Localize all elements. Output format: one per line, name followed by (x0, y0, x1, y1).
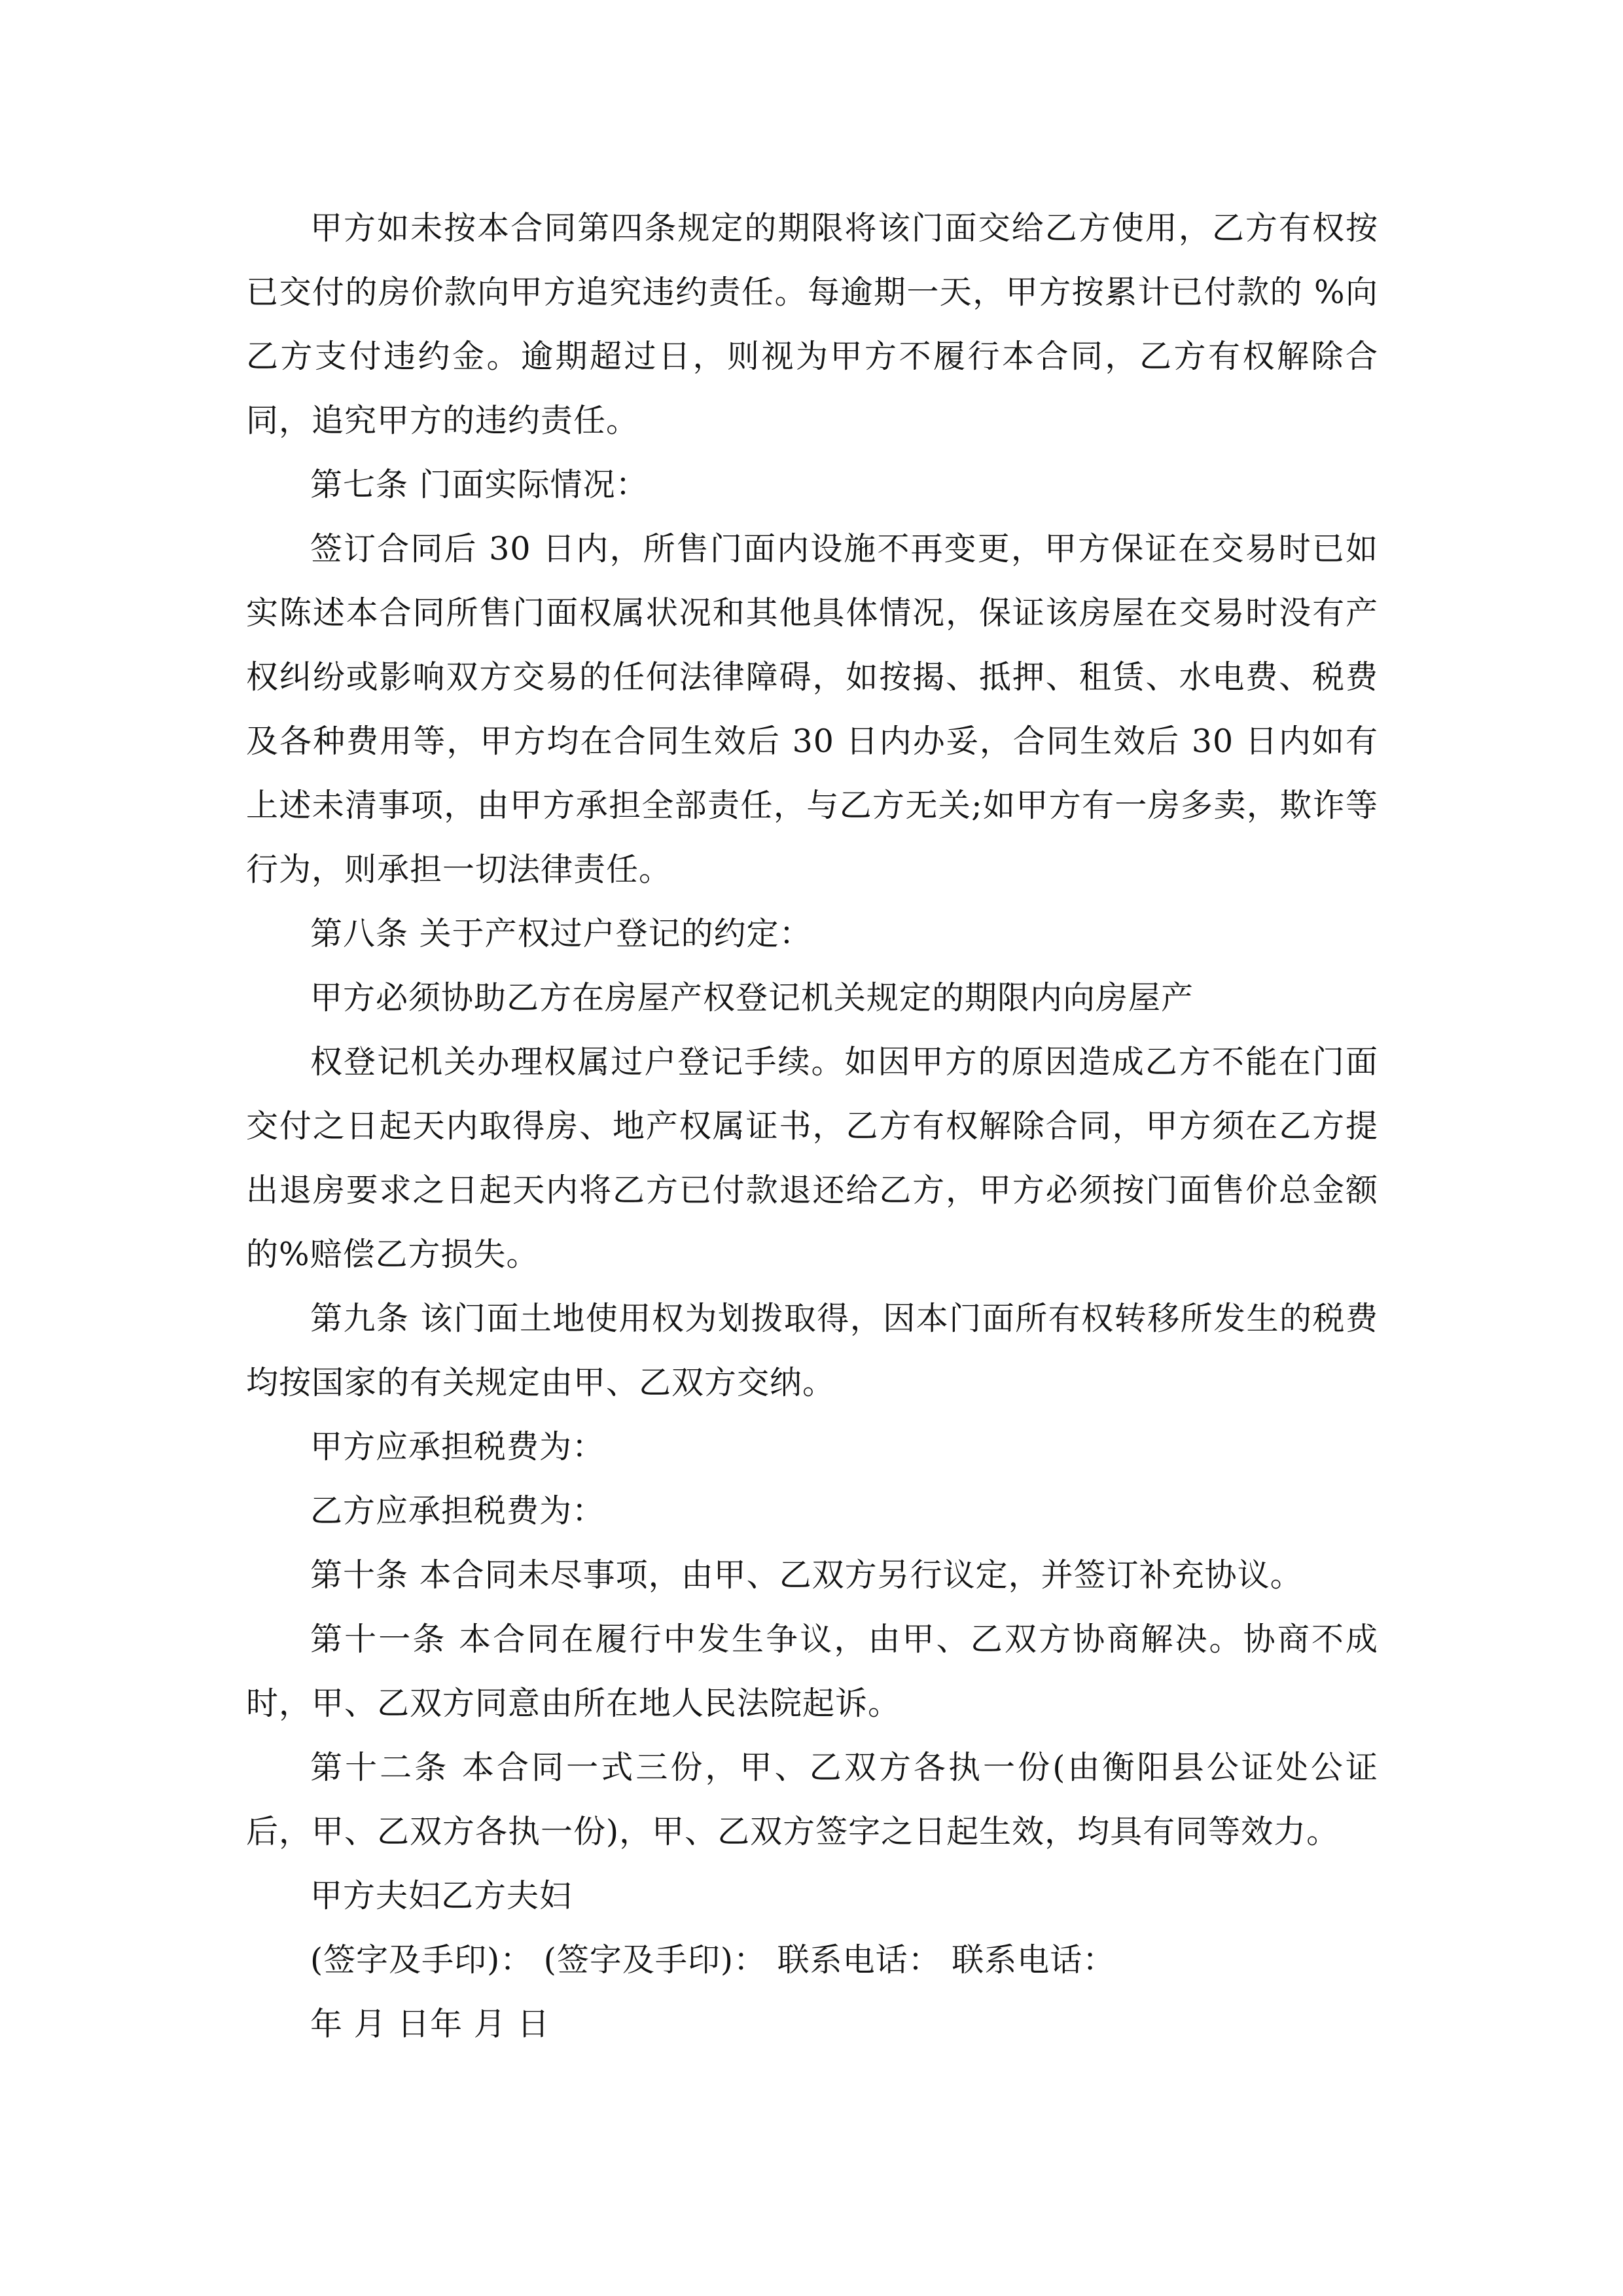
paragraph-article-7: 签订合同后 30 日内，所售门面内设施不再变更，甲方保证在交易时已如实陈述本合同所售门面权属状况和其他具体情况，保证该房屋在交易时没有产权纠纷或影响双方交易的任何法律障碍，如按揭、抵押、租赁、水电费、税费及各种费用等，甲方均在合同生效后 30 日内办妥，合同生效后 30 日内如有上述未清事项，由甲方承担全部责任，与乙方无关;如甲方有一房多卖，欺诈等行为，则承担一切法律责任。 (246, 530, 1378, 888)
paragraph-article-11: 第十一条 本合同在履行中发生争议，由甲、乙双方协商解决。协商不成时，甲、乙双方同意由所在地人民法院起诉。 (246, 1621, 1378, 1722)
paragraph-article-8-body: 权登记机关办理权属过户登记手续。如因甲方的原因造成乙方不能在门面交付之日起天内取得房、地产权属证书，乙方有权解除合同，甲方须在乙方提出退房要求之日起天内将乙方已付款退还给乙方，甲方必须按门面售价总金额的%赔偿乙方损失。 (246, 1043, 1378, 1273)
party-a-taxes: 甲方应承担税费为： (310, 1428, 605, 1465)
signature-fields: (签字及手印)： (签字及手印)： 联系电话： 联系电话： (310, 1941, 1116, 1979)
signature-dates: 年 月 日年 月 日 (310, 2005, 550, 2043)
article-8-heading: 第八条 关于产权过户登记的约定： (310, 915, 812, 952)
paragraph-article-12: 第十二条 本合同一式三份，甲、乙双方各执一份(由衡阳县公证处公证后，甲、乙双方各执一份)，甲、乙双方签字之日起生效，均具有同等效力。 (246, 1749, 1378, 1850)
signature-parties: 甲方夫妇乙方夫妇 (310, 1877, 573, 1914)
party-b-taxes: 乙方应承担税费为： (310, 1492, 605, 1530)
paragraph-breach-liability: 甲方如未按本合同第四条规定的期限将该门面交给乙方使用，乙方有权按已交付的房价款向甲方追究违约责任。每逾期一天，甲方按累计已付款的 %向乙方支付违约金。逾期超过日，则视为甲方不履行本合同，乙方有权解除合同，追究甲方的违约责任。 (246, 209, 1378, 439)
paragraph-article-10: 第十条 本合同未尽事项，由甲、乙双方另行议定，并签订补充协议。 (310, 1556, 1303, 1594)
paragraph-article-8-line-1: 甲方必须协助乙方在房屋产权登记机关规定的期限内向房屋产 (310, 979, 1194, 1016)
document-body (246, 196, 1378, 2056)
article-7-heading: 第七条 门面实际情况： (310, 466, 649, 503)
paragraph-article-9: 第九条 该门面土地使用权为划拨取得，因本门面所有权转移所发生的税费均按国家的有关规定由甲、乙双方交纳。 (246, 1300, 1378, 1401)
